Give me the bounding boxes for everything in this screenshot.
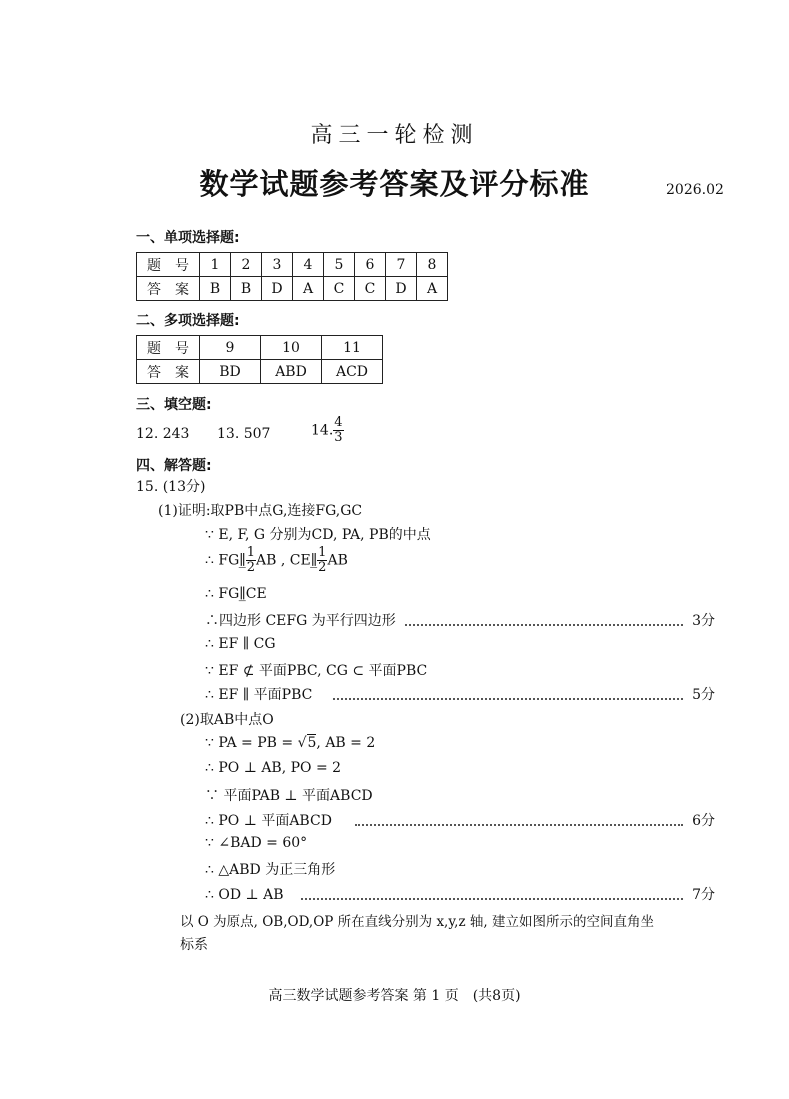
section-title-solutions: 四、解答题: xyxy=(136,458,212,474)
fraction-denominator: 2 xyxy=(318,560,327,575)
date: 2026.02 xyxy=(666,182,724,198)
answer-13: 13. 507 xyxy=(217,426,271,442)
proof-line: 以 O 为原点, OB,OD,OP 所在直线分别为 x,y,z 轴, 建立如图所示的空间直角坐 xyxy=(180,914,654,930)
parallel-equal-symbol: ∥̲ xyxy=(310,552,318,569)
score: 7分 xyxy=(692,887,715,903)
parallel-equal-symbol: ∥̲ xyxy=(239,586,246,602)
answer-12: 12. 243 xyxy=(136,426,190,442)
proof-line: ∵ EF ⊄ 平面PBC, CG ⊂ 平面PBC xyxy=(205,663,428,679)
proof-line: ∴ EF ∥ 平面PBC xyxy=(205,687,316,703)
proof-line: ∵ 平面PAB ⊥ 平面ABCD xyxy=(205,788,373,804)
row-label: 题 号 xyxy=(137,336,200,360)
fraction-numerator: 1 xyxy=(318,545,327,560)
expr-fg: ∴ FG xyxy=(205,586,240,602)
proof-line: 标系 xyxy=(180,937,208,953)
fraction-numerator: 4 xyxy=(334,415,343,430)
scored-line xyxy=(205,684,715,704)
question-number: 5 xyxy=(324,253,355,277)
answer-cell: ACD xyxy=(322,360,383,384)
expr-ce: CE xyxy=(245,586,267,602)
answer-cell: A xyxy=(293,277,324,301)
expr-ab-ce: AB , CE xyxy=(256,552,311,569)
proof-line: ∵ E, F, G 分别为CD, PA, PB的中点 xyxy=(205,527,431,543)
question-15-label: 15. (13分) xyxy=(136,479,206,495)
expr-pa-pb: ∵ PA = PB = xyxy=(205,735,298,751)
fraction xyxy=(246,546,256,575)
score: 5分 xyxy=(692,687,715,703)
leader-dots xyxy=(405,624,683,626)
score: 3分 xyxy=(692,613,715,629)
answer-cell: BD xyxy=(200,360,261,384)
single-choice-table xyxy=(136,252,448,301)
proof-line: ∴ PO ⊥ AB, PO = 2 xyxy=(205,760,342,776)
question-number: 3 xyxy=(262,253,293,277)
section-title-single-choice: 一、单项选择题: xyxy=(136,230,240,246)
fraction xyxy=(317,546,327,575)
answer-cell: D xyxy=(386,277,417,301)
answer-cell: B xyxy=(231,277,262,301)
question-number: 9 xyxy=(200,336,261,360)
answer-14 xyxy=(311,416,344,445)
leader-dots xyxy=(301,898,683,900)
section-title-multi-choice: 二、多项选择题: xyxy=(136,313,240,329)
answer-cell: D xyxy=(262,277,293,301)
proof-line: ∴ △ABD 为正三角形 xyxy=(205,862,336,878)
proof-line: ∴ EF ∥ CG xyxy=(205,636,276,652)
fraction xyxy=(333,416,343,445)
proof-line: ∴ OD ⊥ AB xyxy=(205,887,290,903)
leader-dots xyxy=(355,824,683,826)
fraction-denominator: 3 xyxy=(334,430,343,445)
question-number: 1 xyxy=(200,253,231,277)
fraction-denominator: 2 xyxy=(246,560,256,575)
question-number: 8 xyxy=(417,253,448,277)
page-footer: 高三数学试题参考答案 第 1 页 (共8页) xyxy=(268,988,521,1004)
proof-line: ∵ ∠BAD = 60° xyxy=(205,835,308,851)
expr-ab: AB xyxy=(327,552,348,569)
exam-title: 高三一轮检测 xyxy=(310,123,479,148)
row-label: 答 案 xyxy=(137,277,200,301)
section-title-fill-blank: 三、填空题: xyxy=(136,397,212,413)
expr-ab: , AB = 2 xyxy=(316,735,376,751)
answer-cell: C xyxy=(324,277,355,301)
proof-line xyxy=(205,735,375,751)
row-label: 题 号 xyxy=(137,253,200,277)
question-row xyxy=(137,253,448,277)
question-number: 4 xyxy=(293,253,324,277)
multi-choice-table xyxy=(136,335,383,384)
proof-line: ∴四边形 CEFG 为平行四边形 xyxy=(205,613,402,629)
proof-line xyxy=(205,586,267,602)
question-number: 11 xyxy=(322,336,383,360)
answer-row xyxy=(137,360,383,384)
answer-row xyxy=(137,277,448,301)
proof-line xyxy=(205,546,348,575)
scored-line xyxy=(205,610,715,630)
answer-cell: ABD xyxy=(261,360,322,384)
fraction-numerator: 1 xyxy=(246,545,256,560)
expr-fg: ∴ FG xyxy=(205,552,240,569)
question-number: 2 xyxy=(231,253,262,277)
row-label: 答 案 xyxy=(137,360,200,384)
parallel-equal-symbol: ∥̲ xyxy=(239,552,246,569)
proof-line: ∴ PO ⊥ 平面ABCD xyxy=(205,813,338,829)
part-1-heading: (1)证明:取PB中点G,连接FG,GC xyxy=(158,503,363,519)
leader-dots xyxy=(333,698,683,700)
question-number: 7 xyxy=(386,253,417,277)
sqrt-value: 5 xyxy=(307,735,317,751)
answer-cell: A xyxy=(417,277,448,301)
scored-line xyxy=(205,810,715,830)
question-number: 6 xyxy=(355,253,386,277)
question-row xyxy=(137,336,383,360)
sqrt-symbol: √ xyxy=(297,735,307,751)
question-number: 10 xyxy=(261,336,322,360)
answer-14-label: 14. xyxy=(311,422,334,439)
document-title: 数学试题参考答案及评分标准 xyxy=(199,167,590,201)
answer-cell: C xyxy=(355,277,386,301)
score: 6分 xyxy=(692,813,715,829)
part-2-heading: (2)取AB中点O xyxy=(180,712,274,728)
scored-line xyxy=(205,884,715,904)
answer-cell: B xyxy=(200,277,231,301)
